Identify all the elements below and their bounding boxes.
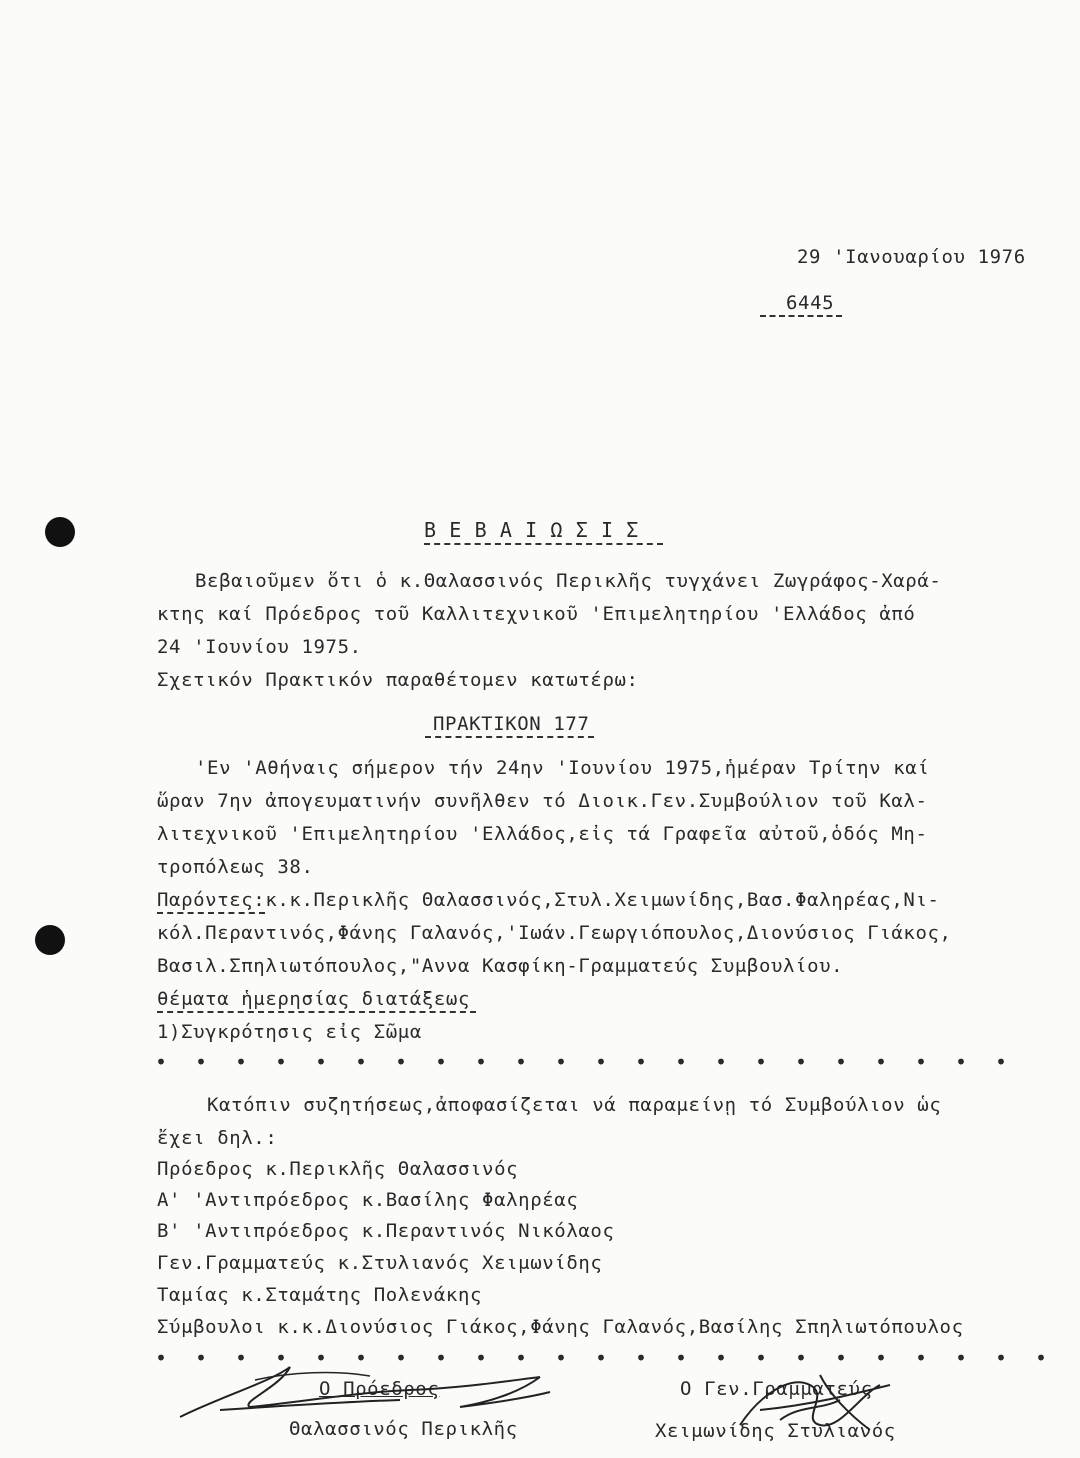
minutes-line-4: τροπόλεως 38. <box>157 856 314 878</box>
signature-left-name: Θαλασσινός Περικλῆς <box>289 1418 518 1440</box>
present-line-2: κόλ.Περαντινός,Φάνης Γαλανός,'Ιωάν.Γεωργιόπουλος,Διονύσιος Γιάκος, <box>157 922 952 944</box>
role-vice-president-a: Α' 'Αντιπρόεδρος κ.Βασίλης Φαληρέας <box>157 1189 579 1211</box>
ellipsis-row-1: • • • • • • • • • • • • • • • • • • • • • • <box>155 1050 1008 1074</box>
role-general-secretary: Γεν.Γραμματεύς κ.Στυλιανός Χειμωνίδης <box>157 1252 603 1274</box>
present-label: Παρόντες: <box>157 889 265 914</box>
role-vice-president-b: Β' 'Αντιπρόεδρος κ.Περαντινός Νικόλαος <box>157 1220 615 1242</box>
intro-line-4: Σχετικόν Πρακτικόν παραθέτομεν κατωτέρω: <box>157 669 639 691</box>
intro-line-1: Βεβαιοῦμεν ὅτι ὁ κ.Θαλασσινός Περικλῆς τυγχάνει Ζωγράφος-Χαρά- <box>195 570 942 592</box>
agenda-item-1: 1)Συγκρότησις εἰς Σῶμα <box>157 1021 422 1043</box>
document-title: Β Ε Β Α Ι Ω Σ Ι Σ <box>424 518 663 545</box>
signature-left-title: Ο Πρόεδρος <box>319 1378 440 1400</box>
reference-number: 6445 <box>760 292 842 317</box>
president-signature <box>160 1362 580 1432</box>
signature-right-title: Ο Γεν.Γραμματεύς <box>680 1378 873 1400</box>
intro-line-2: κτης καί Πρόεδρος τοῦ Καλλιτεχνικοῦ 'Επιμελητηρίου 'Ελλάδος ἀπό <box>157 603 916 625</box>
minutes-line-3: λιτεχνικοῦ 'Επιμελητηρίου 'Ελλάδος,εἰς τά Γραφεῖα αὐτοῦ,ὁδός Μη- <box>157 823 928 845</box>
intro-line-3: 24 'Ιουνίου 1975. <box>157 636 362 658</box>
present-line-3: Βασιλ.Σπηλιωτόπουλος,"Αννα Κασφίκη-Γραμματεύς Συμβουλίου. <box>157 955 844 977</box>
agenda-label: θέματα ἡμερησίας διατάξεως <box>157 988 476 1013</box>
ellipsis-row-2: • • • • • • • • • • • • • • • • • • • • • • • <box>155 1346 1048 1370</box>
document-date: 29 'Ιανουαρίου 1976 <box>797 246 1026 268</box>
punch-hole-top <box>45 517 75 547</box>
punch-hole-bottom <box>35 925 65 955</box>
role-treasurer: Ταμίας κ.Σταμάτης Πολενάκης <box>157 1284 483 1306</box>
minutes-line-1: 'Εν 'Αθήναις σήμερον τήν 24ην 'Ιουνίου 1975,ἡμέραν Τρίτην καί <box>195 757 930 779</box>
decision-line-1: Κατόπιν συζητήσεως,ἀποφασίζεται νά παραμείνῃ τό Συμβούλιον ὡς <box>207 1094 942 1116</box>
role-president: Πρόεδρος κ.Περικλῆς Θαλασσινός <box>157 1158 519 1180</box>
signature-right-name: Χειμωνίδης Στυλιανός <box>655 1420 896 1442</box>
present-names-1: κ.κ.Περικλῆς Θαλασσινός,Στυλ.Χειμωνίδης,Βασ.Φαληρέας,Νι- <box>265 889 940 911</box>
secretary-signature <box>720 1365 920 1440</box>
decision-line-2: ἔχει δηλ.: <box>157 1127 278 1149</box>
minutes-line-2: ὥραν 7ην ἀπογευματινήν συνῆλθεν τό Διοικ.Γεν.Συμβούλιον τοῦ Καλ- <box>157 790 928 812</box>
minutes-title: ΠΡΑΚΤΙΚΟΝ 177 <box>425 713 594 738</box>
present-line-1 <box>157 889 940 911</box>
role-councillors: Σύμβουλοι κ.κ.Διονύσιος Γιάκος,Φάνης Γαλανός,Βασίλης Σπηλιωτόπουλος <box>157 1316 964 1338</box>
